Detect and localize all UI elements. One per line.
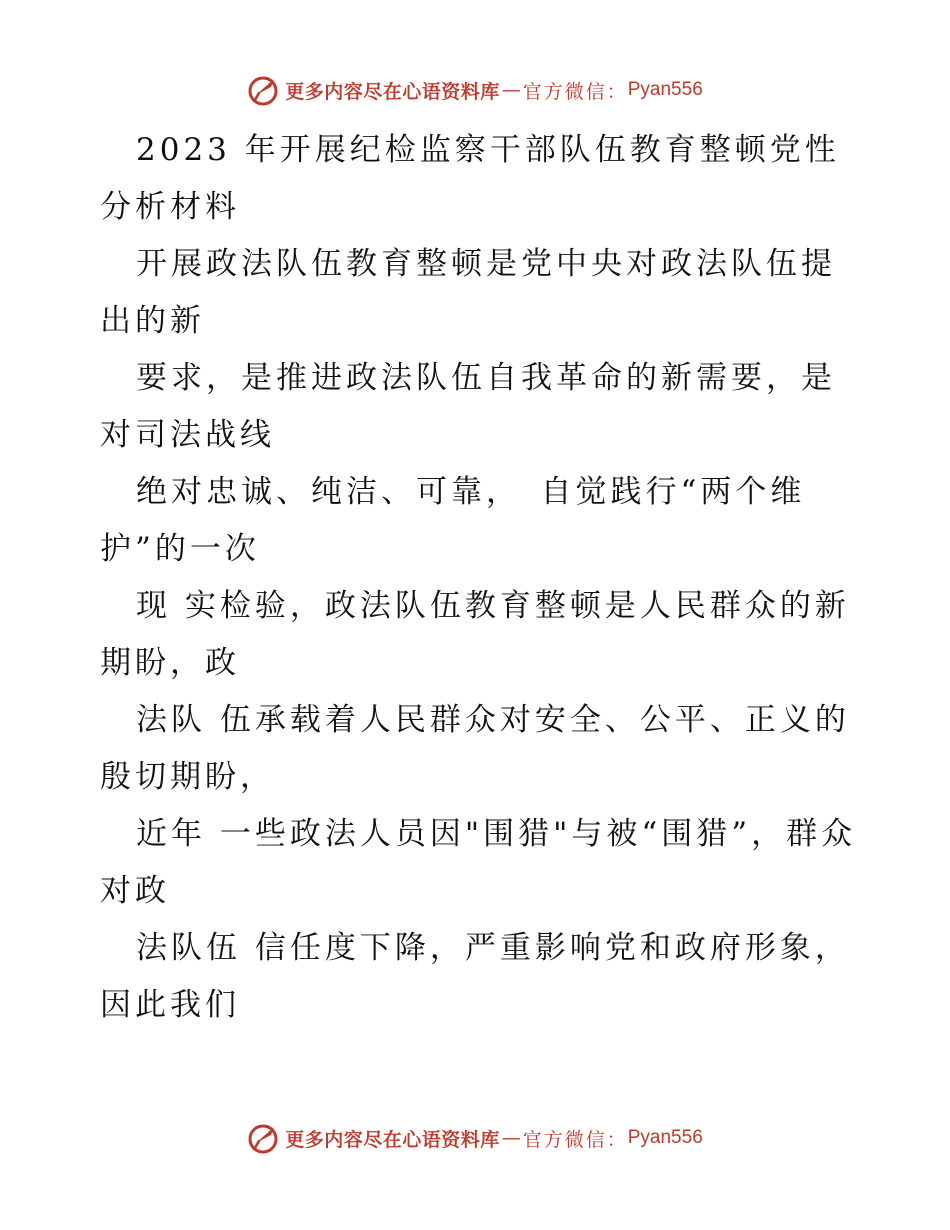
wechat-id: Pyan556 bbox=[627, 1127, 703, 1148]
promo-text: 更多内容尽在心语资料库 bbox=[285, 80, 500, 103]
footer-watermark-banner bbox=[0, 1118, 950, 1158]
promo-text: 更多内容尽在心语资料库 bbox=[285, 1128, 500, 1151]
paragraph-6: 近年 一些政法人员因"围猎"与被“围猎”，群众对政 bbox=[100, 816, 857, 909]
paragraph-1: 开展政法队伍教育整顿是党中央对政法队伍提出的新 bbox=[100, 246, 836, 339]
quill-logo-icon bbox=[247, 1121, 281, 1155]
paragraph-4: 现 实检验，政法队伍教育整顿是人民群众的新期盼，政 bbox=[100, 588, 850, 681]
paragraph-7: 法队伍 信任度下降，严重影响党和政府形象，因此我们 bbox=[100, 930, 850, 1023]
header-watermark-banner bbox=[0, 70, 950, 110]
document-body bbox=[100, 122, 860, 1034]
promo-separator: — bbox=[501, 79, 521, 101]
wechat-label: 官方微信： bbox=[522, 1128, 628, 1151]
paragraph-3: 绝对忠诚、纯洁、可靠， 自觉践行“两个维护”的一次 bbox=[100, 474, 806, 567]
doc-title: 2023 年开展纪检监察干部队伍教育整顿党性分析材料 bbox=[100, 132, 840, 225]
wechat-label: 官方微信： bbox=[522, 80, 628, 103]
wechat-id: Pyan556 bbox=[627, 79, 703, 100]
promo-separator: — bbox=[501, 1127, 521, 1149]
paragraph-2: 要求，是推进政法队伍自我革命的新需要，是对司法战线 bbox=[100, 360, 836, 453]
quill-logo-icon bbox=[247, 73, 281, 107]
paragraph-5: 法队 伍承载着人民群众对安全、公平、正义的殷切期盼， bbox=[100, 702, 850, 795]
